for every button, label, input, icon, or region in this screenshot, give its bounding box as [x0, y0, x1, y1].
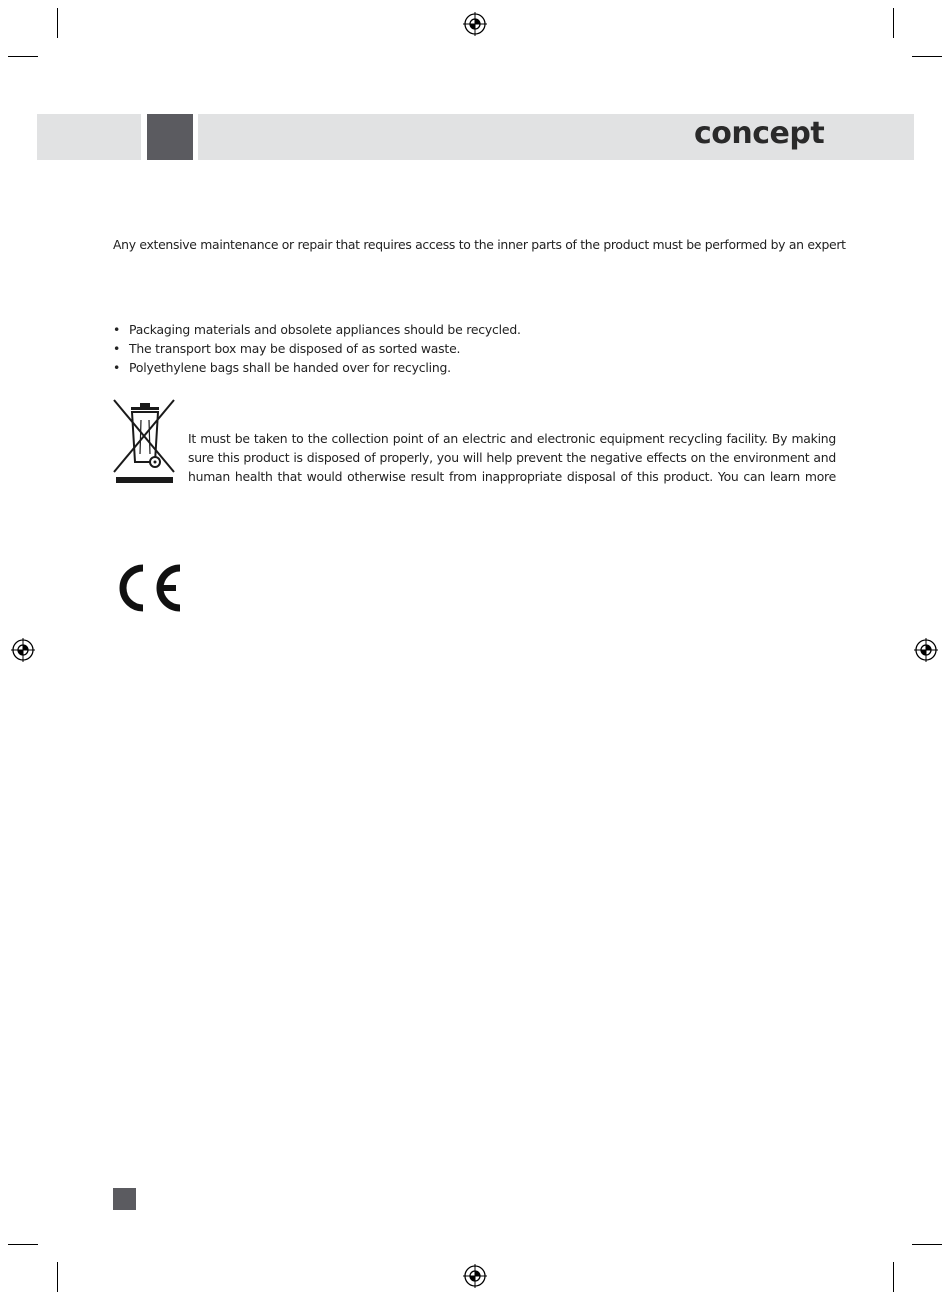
- recycling-list: [113, 320, 521, 377]
- crop-mark: [893, 1262, 894, 1292]
- bullet: •: [113, 341, 121, 356]
- crop-mark: [893, 8, 894, 38]
- crop-mark: [8, 56, 38, 57]
- crop-mark: [912, 1244, 942, 1245]
- list-item: [113, 339, 521, 358]
- crop-mark: [57, 8, 58, 38]
- bullet: •: [113, 322, 121, 337]
- weee-text-line: It must be taken to the collection point of an electric and electronic equipment recycling facility. By making: [188, 431, 836, 446]
- registration-mark-icon: [11, 638, 35, 662]
- page-marker: [113, 1188, 136, 1210]
- header-band-marker: [147, 114, 193, 160]
- registration-mark-icon: [463, 12, 487, 36]
- crossed-out-wheelie-bin-icon: [111, 398, 177, 484]
- list-item: [113, 320, 521, 339]
- list-item-text: Packaging materials and obsolete appliances should be recycled.: [129, 322, 521, 337]
- header-band-left: [37, 114, 141, 160]
- weee-disposal-text: [188, 429, 836, 486]
- weee-text-line: sure this product is disposed of properly, you will help prevent the negative effects on the environment and: [188, 450, 836, 465]
- registration-mark-icon: [463, 1264, 487, 1288]
- registration-mark-icon: [914, 638, 938, 662]
- list-item-text: Polyethylene bags shall be handed over for recycling.: [129, 360, 451, 375]
- crop-mark: [57, 1262, 58, 1292]
- crop-mark: [8, 1244, 38, 1245]
- bullet: •: [113, 360, 121, 375]
- maintenance-text: Any extensive maintenance or repair that requires access to the inner parts of the product must be performed by an expert: [113, 237, 846, 252]
- weee-text-line: human health that would otherwise result from inappropriate disposal of this product. You can learn more: [188, 469, 836, 484]
- crop-mark: [912, 56, 942, 57]
- brand-logo: concept: [694, 116, 825, 151]
- list-item-text: The transport box may be disposed of as sorted waste.: [129, 341, 461, 356]
- list-item: [113, 358, 521, 377]
- ce-mark-icon: [112, 563, 184, 613]
